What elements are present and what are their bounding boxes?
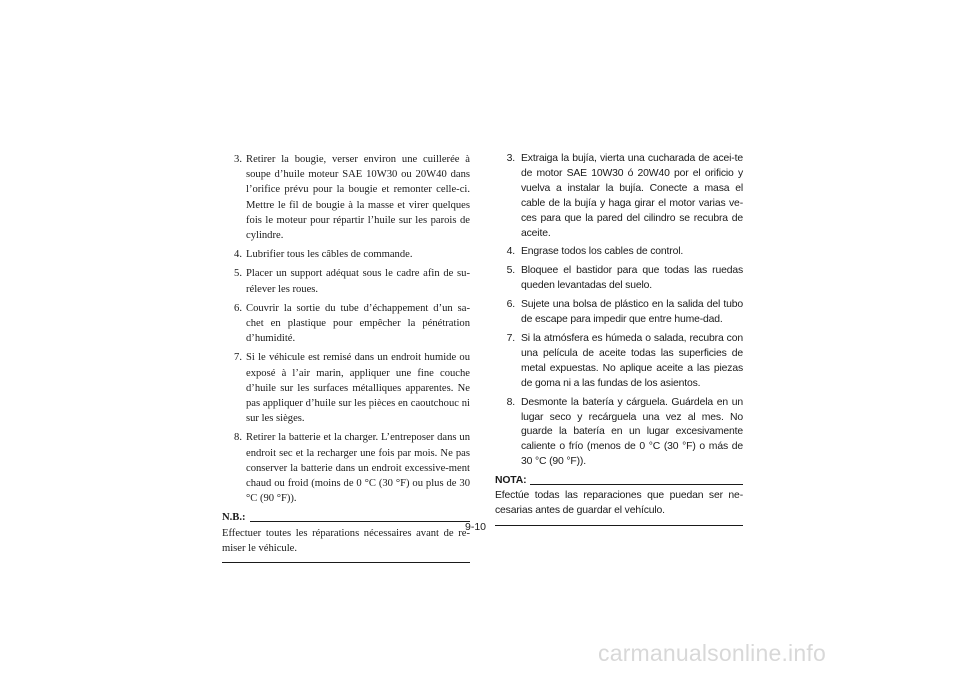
note-rule [250, 521, 470, 522]
french-column [222, 152, 470, 563]
item-number: 8. [506, 396, 515, 408]
item-number: 8. [234, 432, 242, 444]
item-number: 4. [234, 249, 242, 261]
watermark: carmanualsonline.info [598, 640, 826, 666]
page-number: 9-10 [465, 521, 487, 533]
item-number: 6. [234, 302, 242, 314]
item-text: Placer un support adéquat sous le cadre afin de su-rélever les roues. [246, 268, 470, 295]
list-item [222, 247, 470, 262]
list-item [495, 264, 743, 294]
item-number: 5. [506, 265, 515, 277]
note-rule [530, 484, 743, 485]
item-text: Sujete una bolsa de plástico en la salida del tubo de escape para impedir que entre hume-dad. [521, 299, 743, 326]
list-item [222, 430, 470, 506]
item-text: Lubrifier tous les câbles de commande. [246, 249, 413, 261]
list-item [222, 152, 470, 243]
item-number: 3. [234, 154, 242, 165]
item-text: Bloquee el bastidor para que todas las ruedas queden levantadas del suelo. [521, 265, 743, 292]
item-number: 7. [506, 332, 515, 344]
item-number: 7. [234, 352, 242, 364]
note-text: Effectuer toutes les réparations nécessaires avant de re-miser le véhicule. [222, 526, 470, 563]
list-item [495, 298, 743, 328]
list-item [222, 350, 470, 426]
item-text: Retirer la bougie, verser environ une cuillerée à soupe d’huile moteur SAE 10W30 ou 20W40 dans l’orifice prévu pour la bougie et remonter celle-ci. Mettre le fil de bougie à la masse et virer quelques fois le moteur pour répartir l’huile sur les parois de cylindre. [246, 154, 470, 242]
item-text: Engrase todos los cables de control. [521, 246, 684, 258]
item-text: Retirer la batterie et la charger. L’entreposer dans un endroit sec et la recharger une fois par mois. Ne pas conserver la batterie dans un endroit excessive-ment chaud ou froid (moins de 0 °C (30 °F) ou plus de 30 °C (90 °F)). [246, 432, 470, 505]
spanish-column [495, 152, 743, 526]
item-number: 6. [506, 299, 515, 311]
note-label: N.B.: [222, 512, 246, 524]
item-text: Si la atmósfera es húmeda o salada, recubra con una película de aceite todas las superficies de metal expuestas. No aplique aceite a las piezas de goma ni a las fundas de los asientos. [521, 332, 743, 389]
note-heading [495, 474, 743, 489]
item-number: 5. [234, 268, 242, 280]
list-item [495, 152, 743, 241]
item-number: 4. [506, 246, 515, 258]
item-text: Extraiga la bujía, vierta una cucharada de acei-te de motor SAE 10W30 ó 20W40 por el orificio y vuelva a instalar la bujía. Conecte a masa el cable de la bujía y haga girar el motor varias ve-ces para que la pared del cilindro se recubra de aceite. [521, 153, 743, 239]
list-item [495, 245, 743, 260]
note-heading [222, 510, 470, 525]
list-item [495, 396, 743, 471]
note-label: NOTA: [495, 475, 527, 487]
item-text: Si le véhicule est remisé dans un endroit humide ou exposé à l’air marin, appliquer une fine couche d’huile sur les surfaces métalliques apparentes. Ne pas appliquer d’huile sur les pièces en caoutchouc ni sur les sièges. [246, 352, 470, 425]
list-item [222, 266, 470, 296]
item-text: Desmonte la batería y cárguela. Guárdela en un lugar seco y recárguela una vez al mes. No guarde la batería en un lugar excesivamente caliente o frío (menos de 0 °C (30 °F) o más de 30 °C (90 °F)). [521, 396, 743, 468]
item-number: 3. [506, 153, 515, 164]
note-text: Efectúe todas las reparaciones que puedan ser ne-cesarias antes de guardar el vehículo. [495, 489, 743, 526]
list-item [495, 332, 743, 392]
list-item [222, 301, 470, 347]
item-text: Couvrir la sortie du tube d’échappement d’un sa-chet en plastique pour empêcher la pénétration d’humidité. [246, 302, 470, 345]
